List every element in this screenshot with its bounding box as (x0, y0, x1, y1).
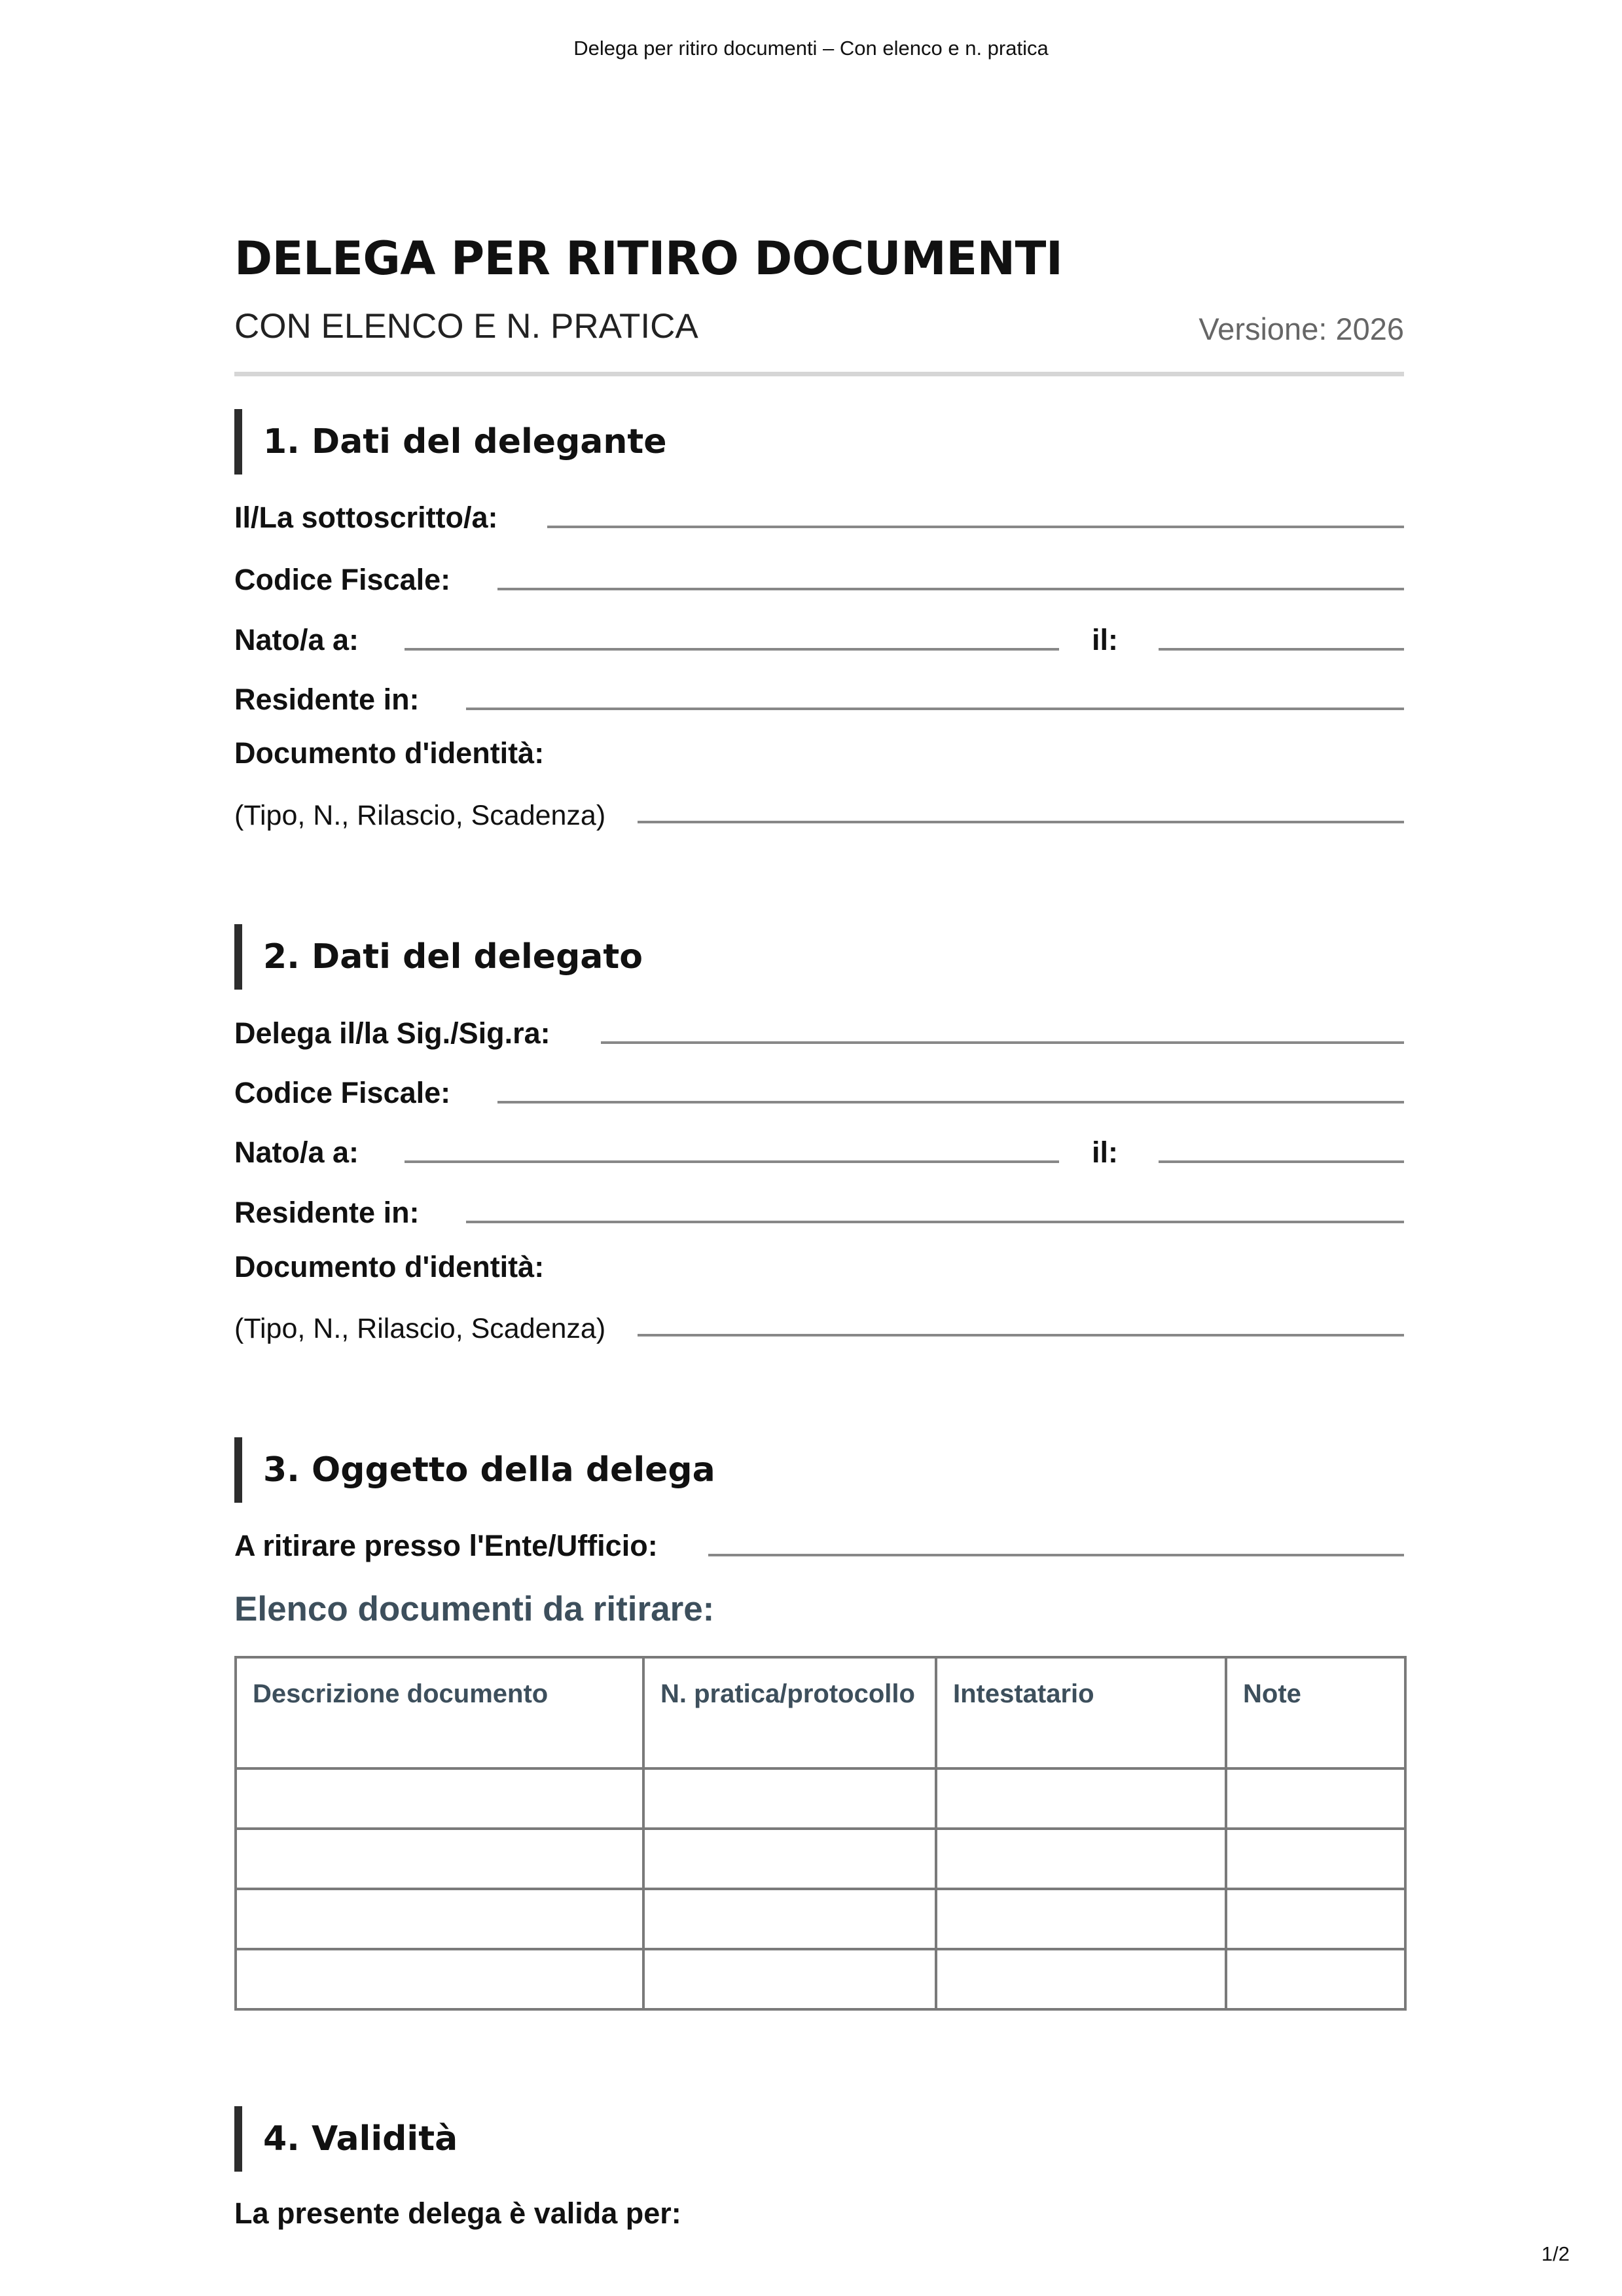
table-cell[interactable] (936, 1829, 1226, 1889)
office-label: A ritirare presso l'Ente/Ufficio: (234, 1529, 658, 1562)
section-marker (234, 1437, 242, 1503)
table-row (236, 1829, 1405, 1889)
section-4-title: 4. Validità (263, 2119, 458, 2159)
table-header-row (236, 1657, 1405, 1768)
delegante-name-row (234, 501, 1404, 547)
table-cell[interactable] (643, 1889, 936, 1949)
delegante-cf-label: Codice Fiscale: (234, 563, 451, 596)
delegante-birthdate-label: il: (1092, 623, 1118, 656)
table-cell[interactable] (1226, 1949, 1405, 2009)
delegato-name-field[interactable] (601, 1041, 1404, 1044)
documents-list-title: Elenco documenti da ritirare: (234, 1590, 715, 1628)
delegante-birthdate-field[interactable] (1159, 648, 1404, 651)
delegato-cf-field[interactable] (497, 1101, 1404, 1103)
section-marker (234, 924, 242, 990)
delegato-residence-label: Residente in: (234, 1196, 420, 1229)
office-row (234, 1529, 1404, 1575)
delegante-birthplace-label: Nato/a a: (234, 623, 359, 656)
column-header-notes: Note (1226, 1657, 1405, 1768)
table-cell[interactable] (936, 1768, 1226, 1829)
delegato-birth-row (234, 1136, 1404, 1181)
delegante-birth-row (234, 623, 1404, 669)
title-divider (234, 372, 1404, 376)
title-block (234, 232, 1404, 346)
delegato-name-label: Delega il/la Sig./Sig.ra: (234, 1016, 550, 1050)
delegante-id-row (234, 736, 1404, 782)
delegante-id-detail-label: (Tipo, N., Rilascio, Scadenza) (234, 800, 606, 831)
delegante-residence-row (234, 683, 1404, 728)
delegante-name-field[interactable] (547, 526, 1404, 528)
section-3-title: 3. Oggetto della delega (263, 1450, 715, 1490)
delegato-cf-row (234, 1076, 1404, 1122)
validity-label: La presente delega è valida per: (234, 2197, 681, 2230)
column-header-description: Descrizione documento (236, 1657, 643, 1768)
delegante-name-label: Il/La sottoscritto/a: (234, 501, 498, 534)
delegato-id-row (234, 1250, 1404, 1296)
section-2-heading (234, 924, 1404, 990)
column-header-practice-number: N. pratica/protocollo (643, 1657, 936, 1768)
delegante-cf-row (234, 563, 1404, 609)
section-1-title: 1. Dati del delegante (263, 422, 667, 461)
table-cell[interactable] (236, 1949, 643, 2009)
running-header: Delega per ritiro documenti – Con elenco e n. pratica (573, 37, 1049, 60)
table-cell[interactable] (936, 1949, 1226, 2009)
page-number: 1/2 (1541, 2242, 1570, 2265)
table-cell[interactable] (1226, 1768, 1405, 1829)
section-3-heading (234, 1437, 1404, 1503)
section-1-heading (234, 409, 1404, 475)
section-4-heading (234, 2106, 1404, 2172)
delegato-residence-field[interactable] (466, 1221, 1404, 1223)
table-cell[interactable] (643, 1949, 936, 2009)
office-field[interactable] (708, 1554, 1404, 1556)
table-row (236, 1889, 1405, 1949)
table-cell[interactable] (643, 1829, 936, 1889)
validity-row (234, 2197, 1404, 2242)
delegante-id-field[interactable] (638, 821, 1404, 823)
table-cell[interactable] (1226, 1889, 1405, 1949)
table-cell[interactable] (1226, 1829, 1405, 1889)
delegante-residence-label: Residente in: (234, 683, 420, 716)
table-cell[interactable] (936, 1889, 1226, 1949)
delegante-id-label: Documento d'identità: (234, 736, 545, 770)
table-row (236, 1949, 1405, 2009)
delegato-birthdate-field[interactable] (1159, 1160, 1404, 1163)
document-title: DELEGA PER RITIRO DOCUMENTI (234, 232, 1063, 285)
table-cell[interactable] (236, 1889, 643, 1949)
version-label: Versione: 2026 (1198, 312, 1404, 346)
table-cell[interactable] (236, 1829, 643, 1889)
delegato-id-detail-label: (Tipo, N., Rilascio, Scadenza) (234, 1313, 606, 1344)
delegante-cf-field[interactable] (497, 588, 1404, 590)
delegato-id-label: Documento d'identità: (234, 1250, 545, 1283)
column-header-holder: Intestatario (936, 1657, 1226, 1768)
table-cell[interactable] (643, 1768, 936, 1829)
delegante-birthplace-field[interactable] (405, 648, 1059, 651)
delegato-id-detail-row (234, 1313, 1404, 1359)
delegato-birthplace-label: Nato/a a: (234, 1136, 359, 1169)
delegato-birthdate-label: il: (1092, 1136, 1118, 1169)
delegato-birthplace-field[interactable] (405, 1160, 1059, 1163)
document-subtitle: CON ELENCO E N. PRATICA (234, 307, 698, 346)
delegante-residence-field[interactable] (466, 708, 1404, 710)
delegato-residence-row (234, 1196, 1404, 1242)
delegato-id-field[interactable] (638, 1334, 1404, 1336)
table-cell[interactable] (236, 1768, 643, 1829)
delegante-id-detail-row (234, 800, 1404, 846)
table-row (236, 1768, 1405, 1829)
documents-table (234, 1656, 1407, 2011)
delegato-cf-label: Codice Fiscale: (234, 1076, 451, 1109)
section-marker (234, 2106, 242, 2172)
delegato-name-row (234, 1016, 1404, 1062)
section-2-title: 2. Dati del delegato (263, 937, 643, 977)
section-marker (234, 409, 242, 475)
